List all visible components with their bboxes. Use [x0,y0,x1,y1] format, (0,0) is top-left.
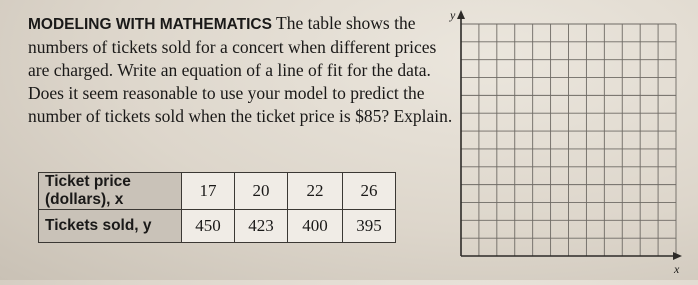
table-cell-y: 395 [343,210,396,243]
x-axis-arrow-icon [673,252,682,260]
coordinate-grid [448,8,688,280]
table-cell-x: 22 [288,173,343,210]
problem-text: The table shows the numbers of tickets sold for a concert when different prices are charged. Write an equation of a line of fit for the data. Does it seem reasonable to use your model to predict the number of tickets sold when the ticket price is $85? Explain. [28,13,453,126]
price-header-line1: Ticket price [45,173,131,190]
table-row-tickets [39,210,396,243]
price-row-header [39,173,182,210]
table-cell-x: 26 [343,173,396,210]
x-axis-label: x [674,262,680,276]
y-axis-label: y [450,8,456,22]
tickets-row-header: Tickets sold, y [39,210,182,243]
coordinate-grid-area [448,8,688,280]
table-cell-y: 423 [235,210,288,243]
price-header-line2: (dollars), x [45,191,124,208]
y-axis-arrow-icon [457,10,465,19]
problem-heading: MODELING WITH MATHEMATICS [28,16,272,33]
table-cell-x: 20 [235,173,288,210]
grid-lines [461,24,676,256]
table-row-price [39,173,396,210]
table-cell-x: 17 [182,173,235,210]
problem-statement [28,12,458,128]
table-cell-y: 450 [182,210,235,243]
table-cell-y: 400 [288,210,343,243]
data-table [38,172,396,243]
